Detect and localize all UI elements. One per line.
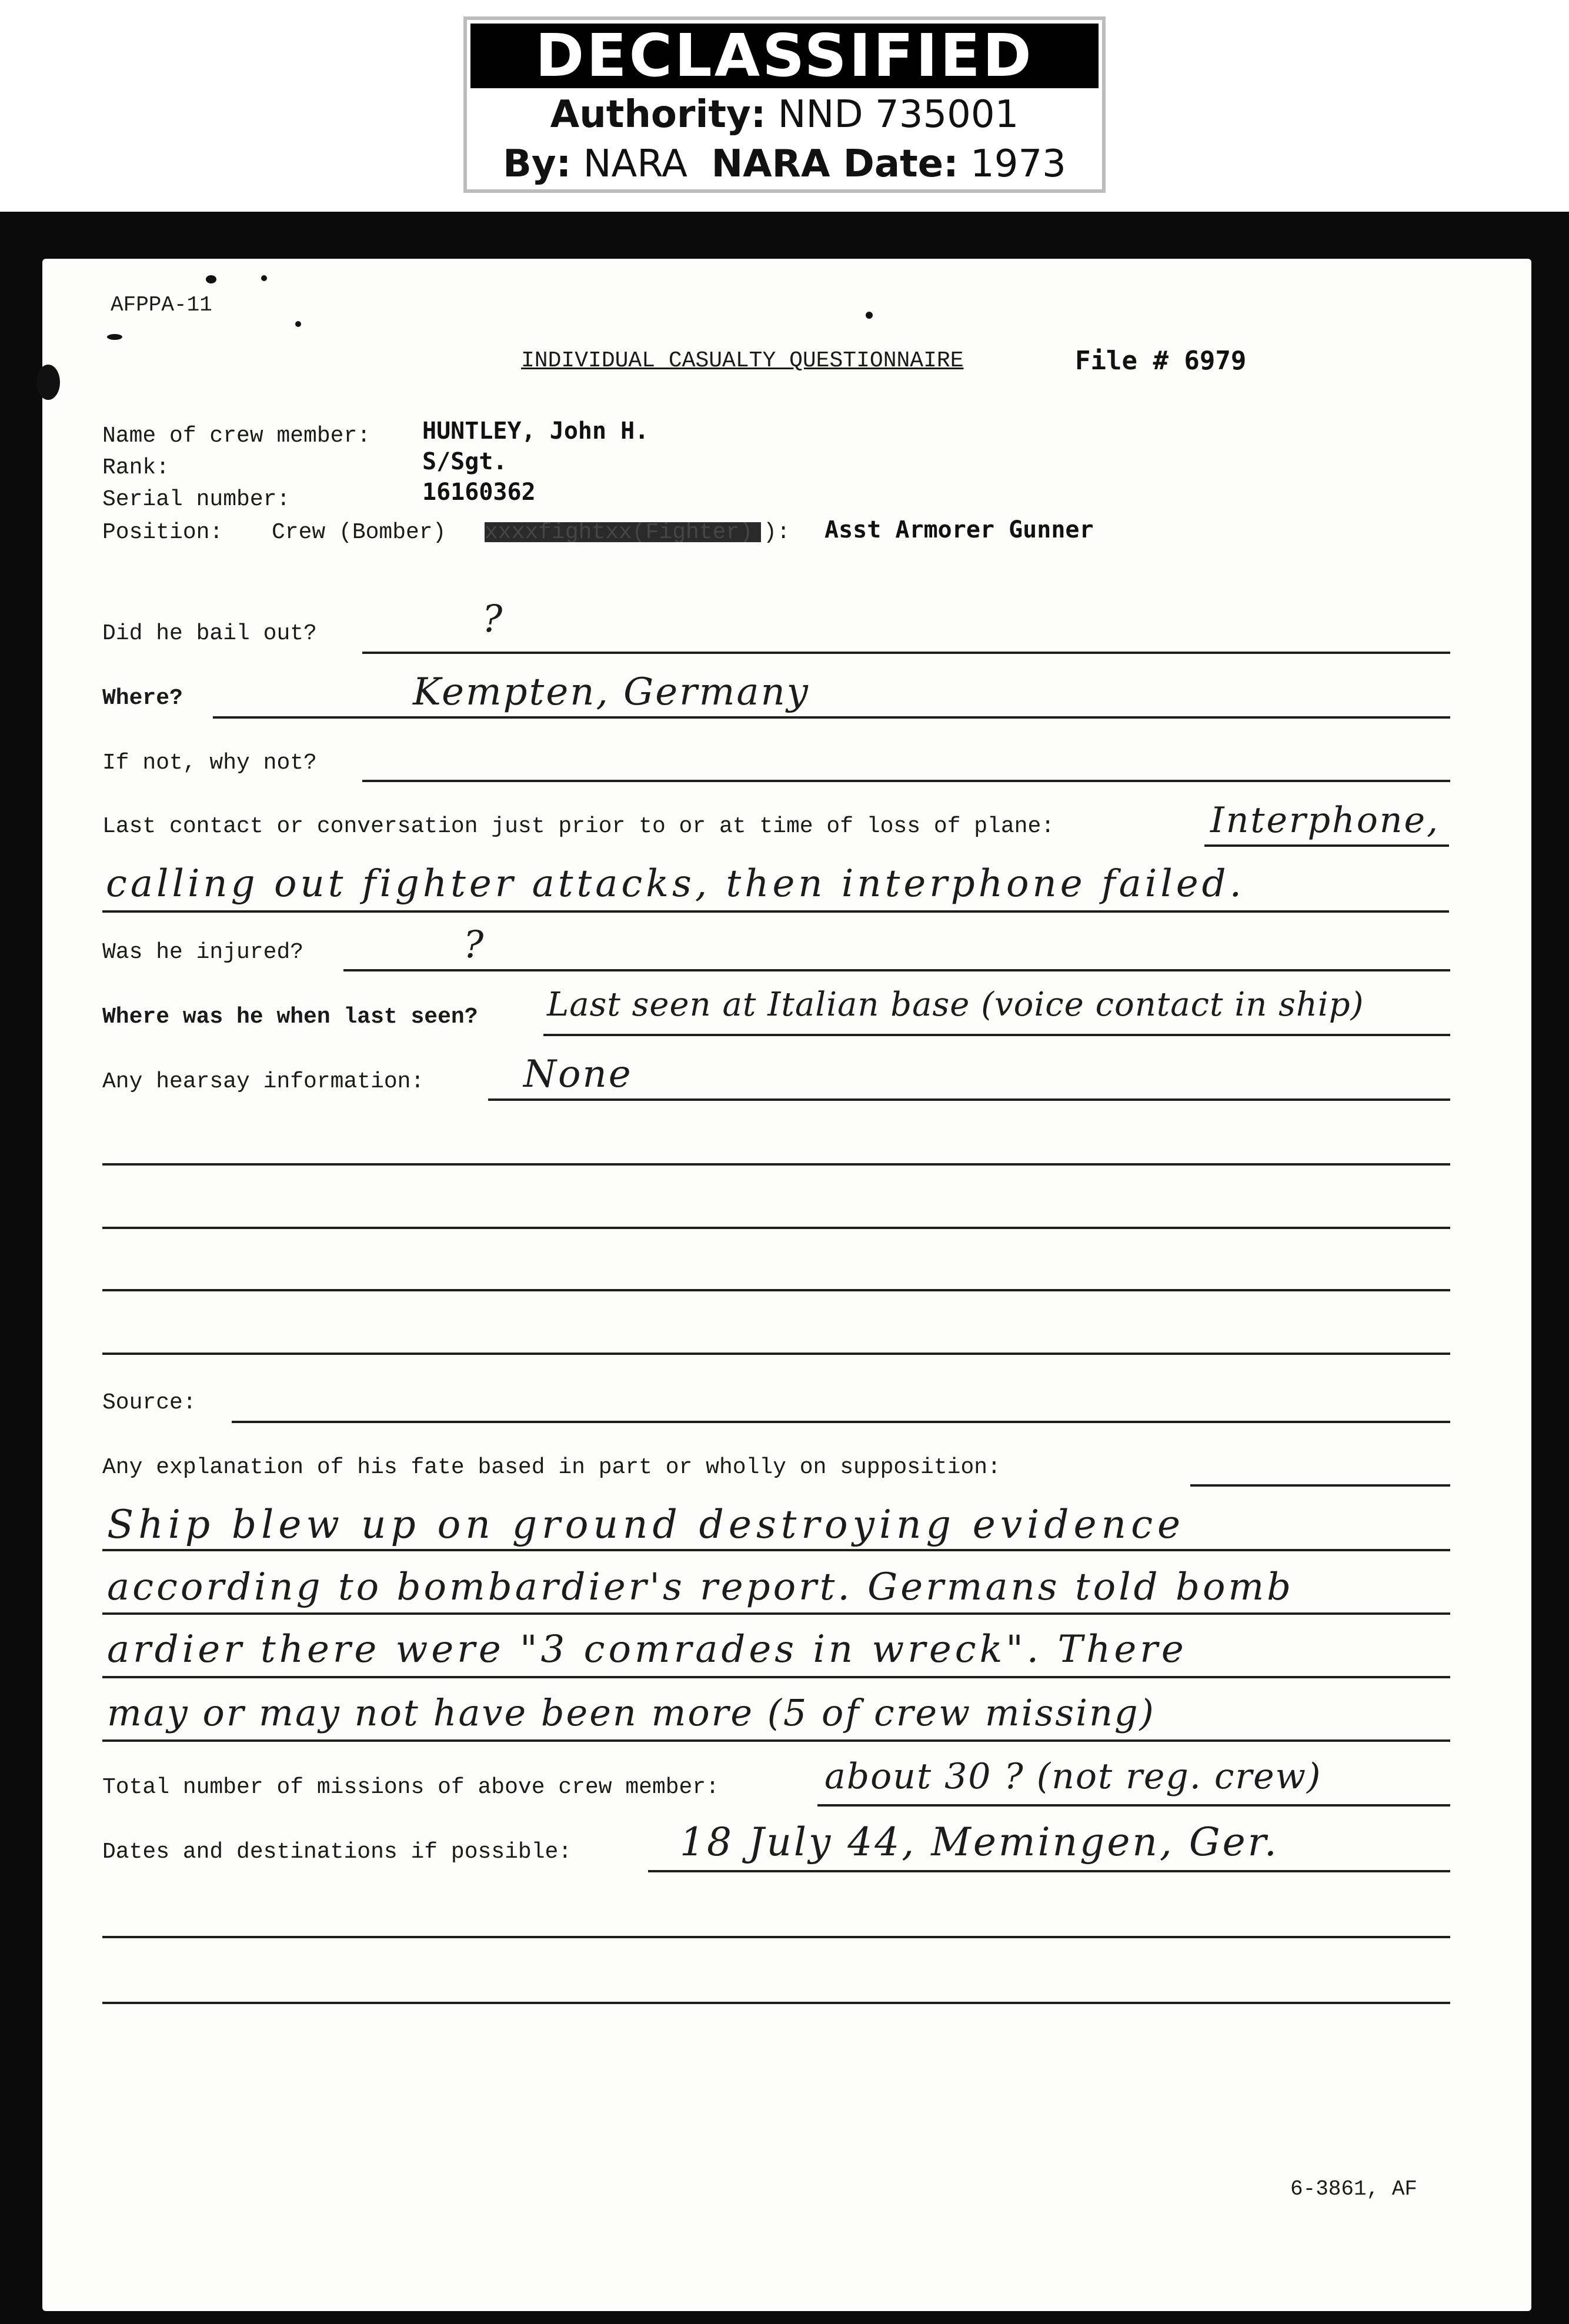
- blank-line: [102, 1163, 1450, 1166]
- explanation-line-2: according to bombardier's report. Germans told bomb: [107, 1565, 1294, 1609]
- explanation-underline-4: [102, 1739, 1450, 1742]
- stamp-authority-value: NND 735001: [777, 93, 1019, 136]
- last-seen-line: [543, 1034, 1450, 1036]
- name-label: Name of crew member:: [102, 423, 371, 449]
- scan-speck: [107, 334, 122, 340]
- dates-value: 18 July 44, Memingen, Ger.: [680, 1819, 1279, 1865]
- form-id: AFPPA-11: [111, 293, 212, 317]
- ifnot-label: If not, why not?: [102, 750, 317, 776]
- stamp-by-label: By:: [503, 142, 572, 186]
- position-value: Asst Armorer Gunner: [824, 516, 1094, 543]
- stamp-by-value: NARA: [583, 142, 687, 186]
- missions-line: [817, 1804, 1450, 1807]
- name-value: HUNTLEY, John H.: [422, 418, 649, 445]
- stamp-authority: [467, 93, 1102, 136]
- explanation-underline-3: [102, 1676, 1450, 1678]
- form-title: INDIVIDUAL CASUALTY QUESTIONNAIRE: [521, 348, 964, 373]
- position-crew: Crew (Bomber): [272, 520, 446, 545]
- last-contact-label: Last contact or conversation just prior to or at time of loss of plane:: [102, 814, 1055, 839]
- stamp-by-date: [467, 142, 1102, 186]
- stamp-authority-label: Authority:: [550, 93, 766, 136]
- file-number: File # 6979: [1075, 346, 1247, 376]
- stamp-date-label: NARA Date:: [711, 142, 959, 186]
- last-contact-line-2: [102, 910, 1449, 913]
- explanation-underline-1: [102, 1549, 1450, 1551]
- source-line: [232, 1421, 1450, 1423]
- missions-value: about 30 ? (not reg. crew): [824, 1756, 1322, 1797]
- scan-speck: [206, 275, 216, 283]
- bail-label: Did he bail out?: [102, 621, 317, 646]
- explanation-line-4: may or may not have been more (5 of crew missing): [107, 1691, 1156, 1734]
- declassified-stamp: [463, 16, 1106, 193]
- last-contact-value-1: Interphone,: [1210, 800, 1440, 841]
- position-suffix: ):: [763, 520, 790, 545]
- last-seen-label: Where was he when last seen?: [102, 1004, 478, 1030]
- scan-speck: [866, 312, 873, 319]
- serial-label: Serial number:: [102, 487, 291, 512]
- dates-line: [648, 1870, 1450, 1872]
- blank-line: [102, 1353, 1450, 1355]
- rank-value: S/Sgt.: [422, 448, 508, 475]
- missions-label: Total number of missions of above crew member:: [102, 1775, 719, 1800]
- hearsay-value: None: [523, 1053, 633, 1096]
- where-value: Kempten, Germany: [413, 670, 810, 714]
- last-contact-line-1: [1204, 844, 1449, 847]
- ifnot-line: [362, 780, 1450, 782]
- scan-speck: [261, 275, 267, 281]
- serial-value: 16160362: [422, 479, 536, 506]
- where-line: [213, 716, 1450, 719]
- explanation-line-0: [1190, 1484, 1450, 1487]
- questionnaire-page: [42, 259, 1531, 2311]
- position-label: Position:: [102, 520, 223, 545]
- injured-line: [343, 969, 1450, 971]
- where-label: Where?: [102, 686, 183, 711]
- explanation-line-3: ardier there were "3 comrades in wreck". There: [107, 1628, 1187, 1671]
- blank-line: [102, 1289, 1450, 1291]
- explanation-underline-2: [102, 1612, 1450, 1615]
- injured-label: Was he injured?: [102, 940, 304, 965]
- position-redacted-text: xxxxfightxx(Fighter): [485, 520, 753, 545]
- injured-value: ?: [463, 923, 486, 967]
- blank-line: [102, 2002, 1450, 2004]
- explanation-line-1: Ship blew up on ground destroying evidence: [107, 1502, 1186, 1547]
- source-label: Source:: [102, 1390, 196, 1415]
- hearsay-line: [488, 1098, 1450, 1101]
- scan-speck: [295, 321, 301, 327]
- blank-line: [102, 1936, 1450, 1938]
- rank-label: Rank:: [102, 455, 170, 480]
- hearsay-label: Any hearsay information:: [102, 1069, 425, 1094]
- last-contact-value-2: calling out fighter attacks, then interphone failed.: [106, 862, 1245, 906]
- dates-label: Dates and destinations if possible:: [102, 1839, 572, 1865]
- explanation-label: Any explanation of his fate based in part or wholly on supposition:: [102, 1455, 1001, 1480]
- scan-speck: [36, 365, 60, 400]
- last-seen-value: Last seen at Italian base (voice contact in ship): [547, 986, 1364, 1024]
- bail-value: ?: [482, 597, 505, 641]
- stamp-title: DECLASSIFIED: [470, 24, 1099, 88]
- footer-code: 6-3861, AF: [1290, 2177, 1418, 2201]
- stamp-date-value: 1973: [970, 142, 1066, 186]
- bail-line: [362, 652, 1450, 654]
- blank-line: [102, 1227, 1450, 1229]
